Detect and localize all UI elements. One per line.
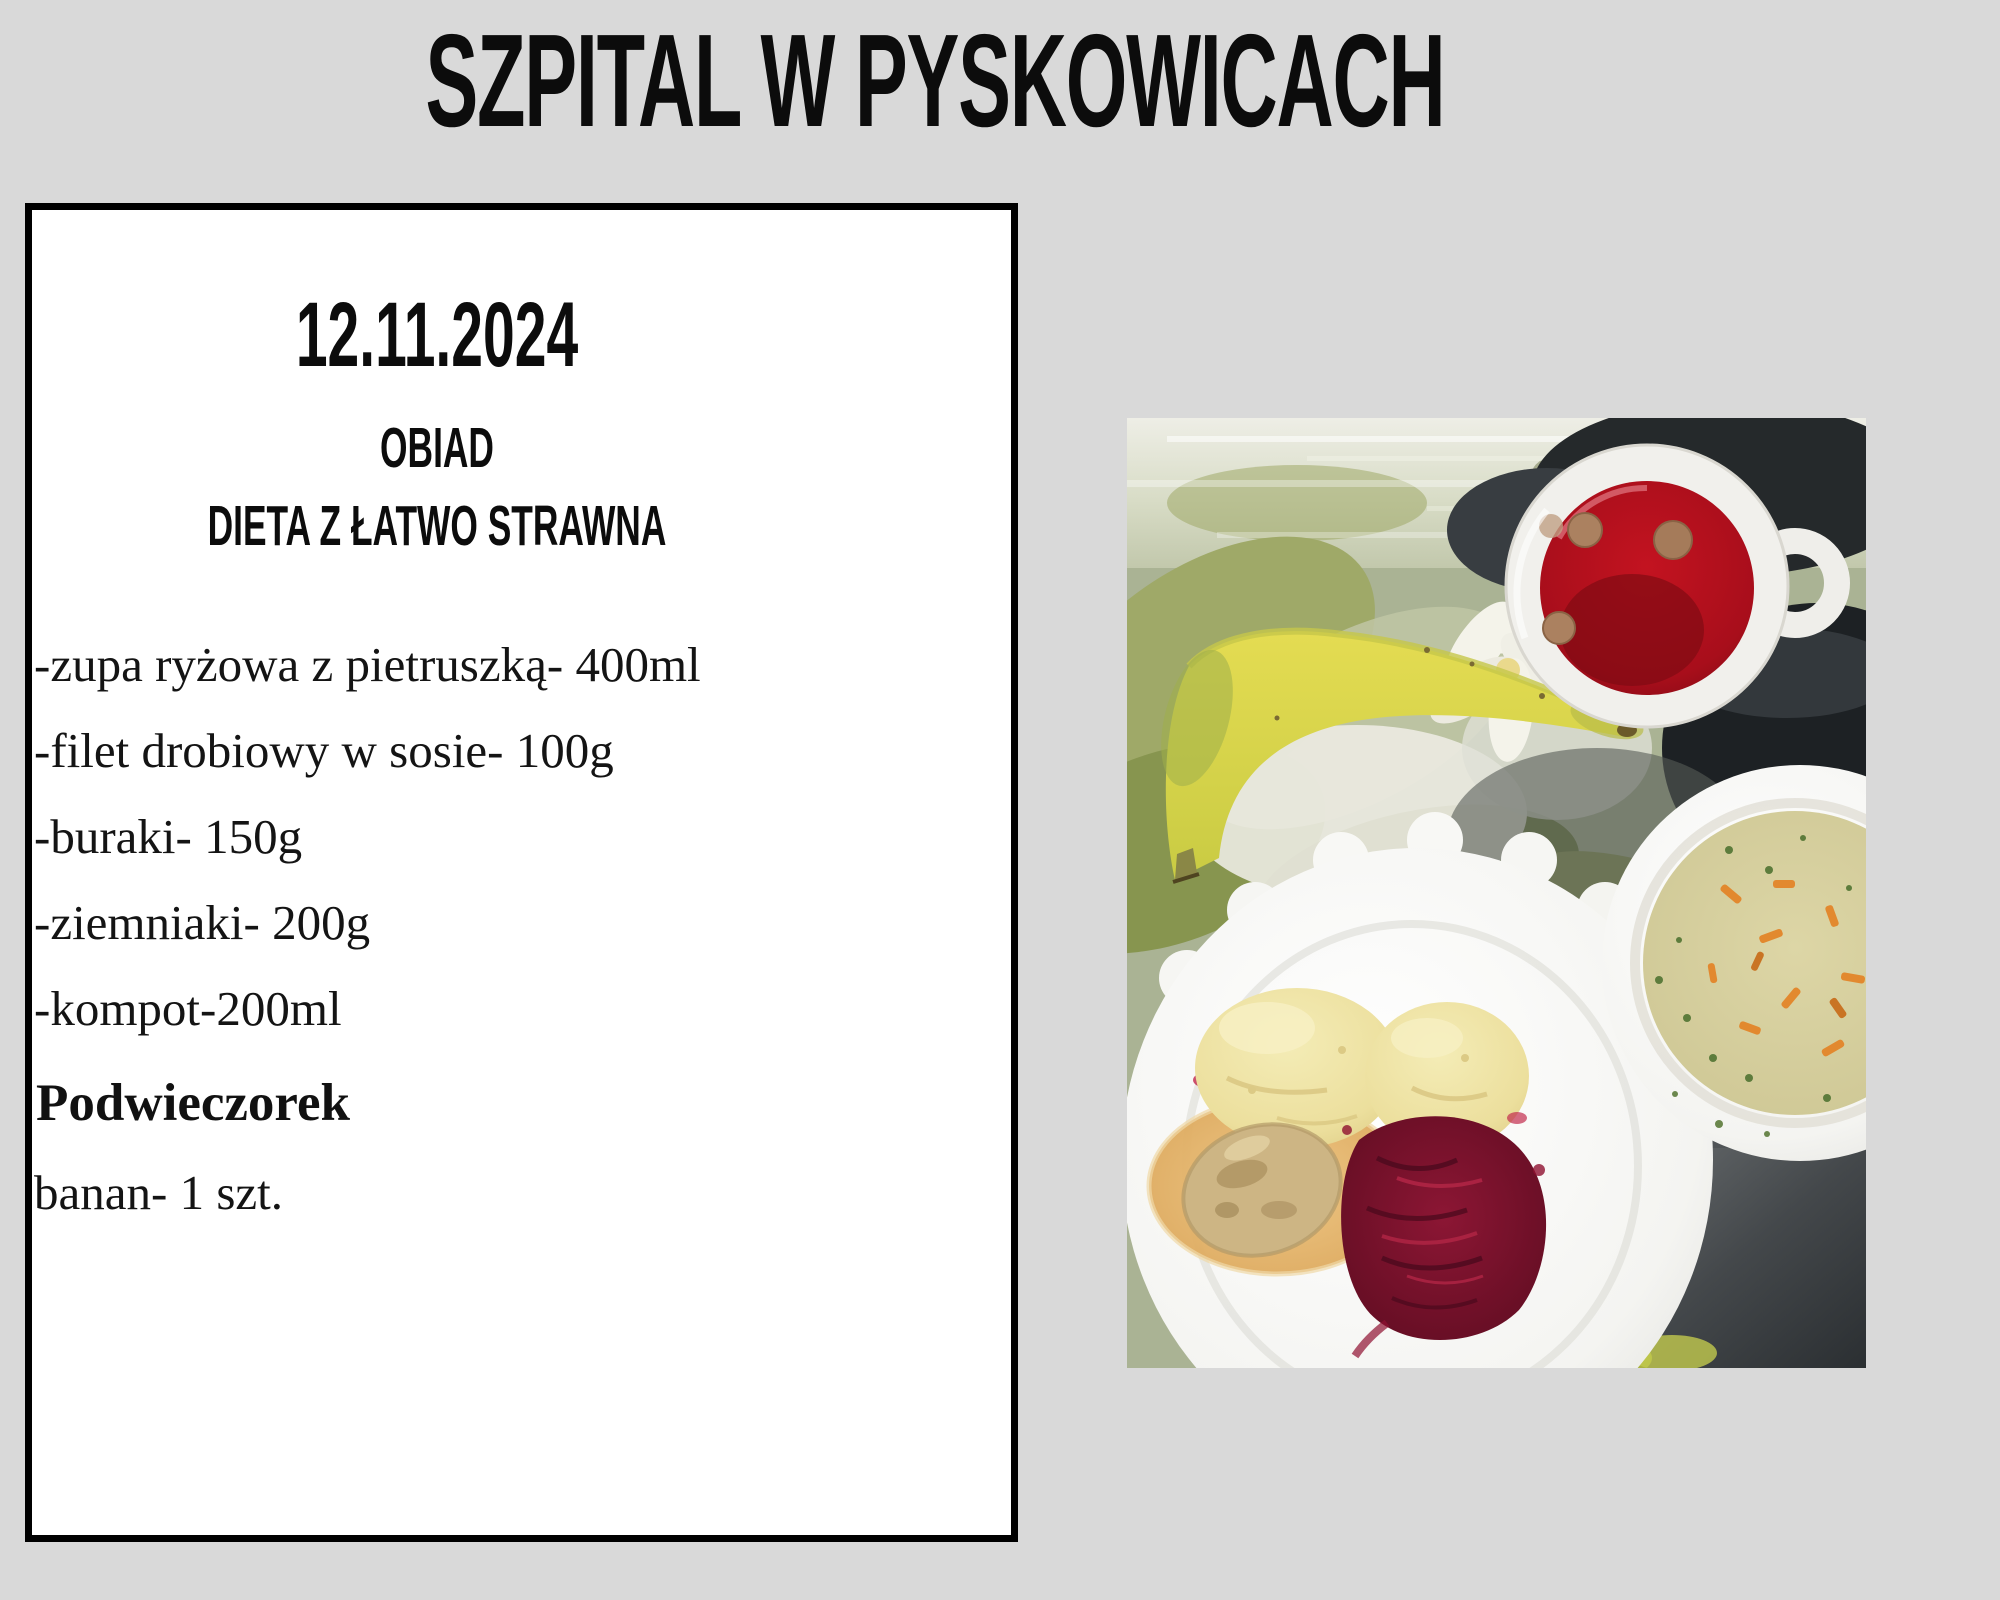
snack-title: Podwieczorek bbox=[36, 1074, 350, 1132]
menu-card bbox=[25, 203, 1018, 1542]
page-title: SZPITAL W PYSKOWICACH bbox=[425, 7, 1445, 154]
diet-name: DIETA Z ŁATWO STRAWNA bbox=[207, 494, 667, 558]
snack-item: banan- 1 szt. bbox=[34, 1165, 283, 1220]
menu-item: -zupa ryżowa z pietruszką- 400ml bbox=[34, 637, 701, 692]
menu-list bbox=[34, 622, 701, 1052]
menu-item: -kompot-200ml bbox=[34, 981, 342, 1036]
menu-item: -ziemniaki- 200g bbox=[34, 895, 371, 950]
meal-name: OBIAD bbox=[380, 416, 494, 480]
meal-photo bbox=[1127, 418, 1866, 1368]
menu-date: 12.11.2024 bbox=[295, 284, 579, 386]
menu-item: -buraki- 150g bbox=[34, 809, 303, 864]
compote bbox=[1540, 481, 1754, 695]
menu-item: -filet drobiowy w sosie- 100g bbox=[34, 723, 614, 778]
